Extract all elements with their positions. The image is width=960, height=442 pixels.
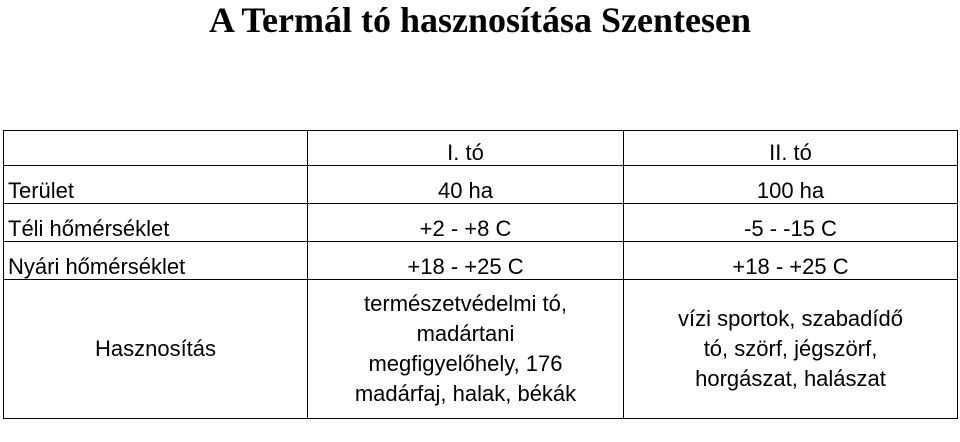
cell-usage-lake-1 <box>308 280 624 419</box>
page-title: A Termál tó hasznosítása Szentesen <box>208 0 752 40</box>
row-label-area: Terület <box>4 166 308 204</box>
table-header-row <box>4 131 958 166</box>
usage-lake-2-line: horgászat, halászat <box>695 366 886 391</box>
cell-area-lake-1: 40 ha <box>308 166 624 204</box>
table-row-usage <box>4 280 958 419</box>
cell-summer-temp-lake-1: +18 - +25 C <box>308 242 624 280</box>
header-cell-lake-1: I. tó <box>308 131 624 166</box>
row-label-summer-temp: Nyári hőmérséklet <box>4 242 308 280</box>
cell-usage-lake-2 <box>624 280 958 419</box>
usage-lake-2-line: tó, szörf, jégszörf, <box>703 336 878 361</box>
header-cell-empty <box>4 131 308 166</box>
cell-winter-temp-lake-2: -5 - -15 C <box>624 204 958 242</box>
table-row-summer-temp <box>4 242 958 280</box>
info-table <box>3 130 958 419</box>
row-label-usage: Hasznosítás <box>4 280 308 419</box>
header-cell-lake-2: II. tó <box>624 131 958 166</box>
table-row-area <box>4 166 958 204</box>
cell-area-lake-2: 100 ha <box>624 166 958 204</box>
usage-lake-1-line: természetvédelmi tó, <box>364 291 567 316</box>
cell-summer-temp-lake-2: +18 - +25 C <box>624 242 958 280</box>
usage-lake-1-line: madártani <box>416 321 515 346</box>
row-label-winter-temp: Téli hőmérséklet <box>4 204 308 242</box>
usage-lake-1-line: madárfaj, halak, békák <box>354 381 577 406</box>
usage-lake-1-line: megfigyelőhely, 176 <box>368 351 563 376</box>
usage-lake-2-line: vízi sportok, szabadídő <box>677 306 903 331</box>
cell-winter-temp-lake-1: +2 - +8 C <box>308 204 624 242</box>
table-row-winter-temp <box>4 204 958 242</box>
